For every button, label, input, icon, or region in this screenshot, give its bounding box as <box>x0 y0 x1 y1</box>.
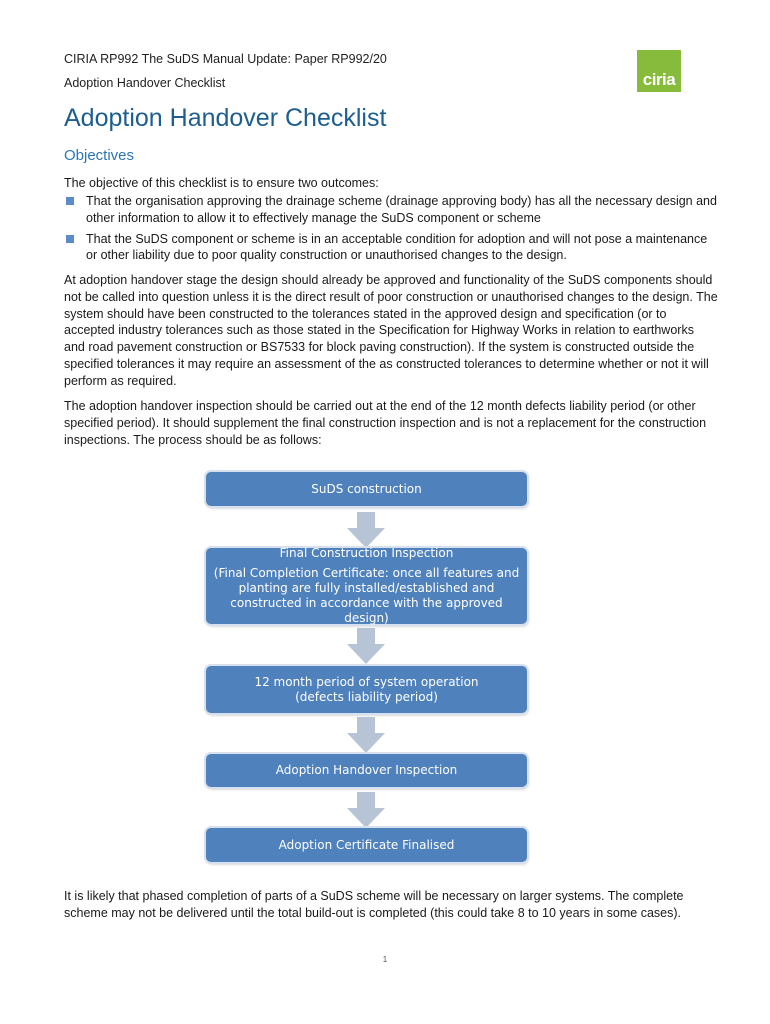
flow-step-system-operation <box>206 666 527 713</box>
list-item <box>64 193 718 227</box>
page-number: 1 <box>382 955 388 964</box>
paragraph-inspection-timing: The adoption handover inspection should be carried out at the end of the 12 month defects liability period (or other specified period). It should supplement the final construction inspection and is not a replacement for the construction inspections. The process should be as follows: <box>64 399 707 447</box>
paragraph-phased-completion: It is likely that phased completion of parts of a SuDS scheme will be necessary on larger systems. The complete scheme may not be delivered until the total build-out is completed (this could take 8 to 10 years in some cases). <box>64 889 684 920</box>
bullet-square-icon <box>66 197 74 205</box>
flow-step-label: SuDS construction <box>311 481 422 496</box>
header-subtitle: Adoption Handover Checklist <box>64 76 226 90</box>
ciria-logo: ciria <box>637 50 681 92</box>
down-arrow-icon <box>347 792 385 828</box>
flow-step-detail: (Final Completion Certificate: once all features and planting are fully installed/established and constructed in accordance with the approved design) <box>213 566 520 625</box>
paragraph-design-tolerances: At adoption handover stage the design should already be approved and functionality of the SuDS components should not be called into question unless it is the direct result of poor construction or unauthorised changes to the design. The system should have been constructed to the tolerances stated in the approved design and specification (or to accepted industry tolerances such as those stated in the Specification for Highway Works in relation to earthworks and road pavement construction or BS7533 for block paving construction). If the system is constructed outside the specified tolerances it may require an assessment of the as constructed tolerances to determine whether or not it will perform as required. <box>64 273 718 388</box>
down-arrow-icon <box>347 512 385 548</box>
list-item-text: That the organisation approving the drainage scheme (drainage approving body) has all the necessary design and other information to allow it to effectively manage the SuDS component or scheme <box>86 194 717 225</box>
flow-step-label: Adoption Certificate Finalised <box>278 837 455 852</box>
flow-step-detail: (defects liability period) <box>295 689 438 704</box>
intro-text: The objective of this checklist is to ensure two outcomes: <box>64 176 379 190</box>
flow-step-suds-construction <box>206 472 527 506</box>
page-title: Adoption Handover Checklist <box>64 104 387 132</box>
section-heading-objectives: Objectives <box>64 147 135 164</box>
flow-step-label: Adoption Handover Inspection <box>275 763 458 777</box>
down-arrow-icon <box>347 717 385 753</box>
flow-step-title: Final Construction Inspection <box>279 546 454 560</box>
objectives-list <box>64 193 718 268</box>
bullet-square-icon <box>66 235 74 243</box>
flow-step-final-construction-inspection <box>206 548 527 624</box>
down-arrow-icon <box>347 628 385 664</box>
header-series: CIRIA RP992 The SuDS Manual Update: Paper RP992/20 <box>64 52 387 66</box>
flow-step-adoption-handover-inspection <box>206 754 527 787</box>
list-item-text: That the SuDS component or scheme is in an acceptable condition for adoption and will not pose a maintenance or other liability due to poor quality construction or unauthorised changes to the design. <box>86 231 708 263</box>
flow-step-title: 12 month period of system operation <box>254 674 479 689</box>
flow-step-adoption-certificate <box>206 828 527 862</box>
list-item <box>64 231 718 265</box>
